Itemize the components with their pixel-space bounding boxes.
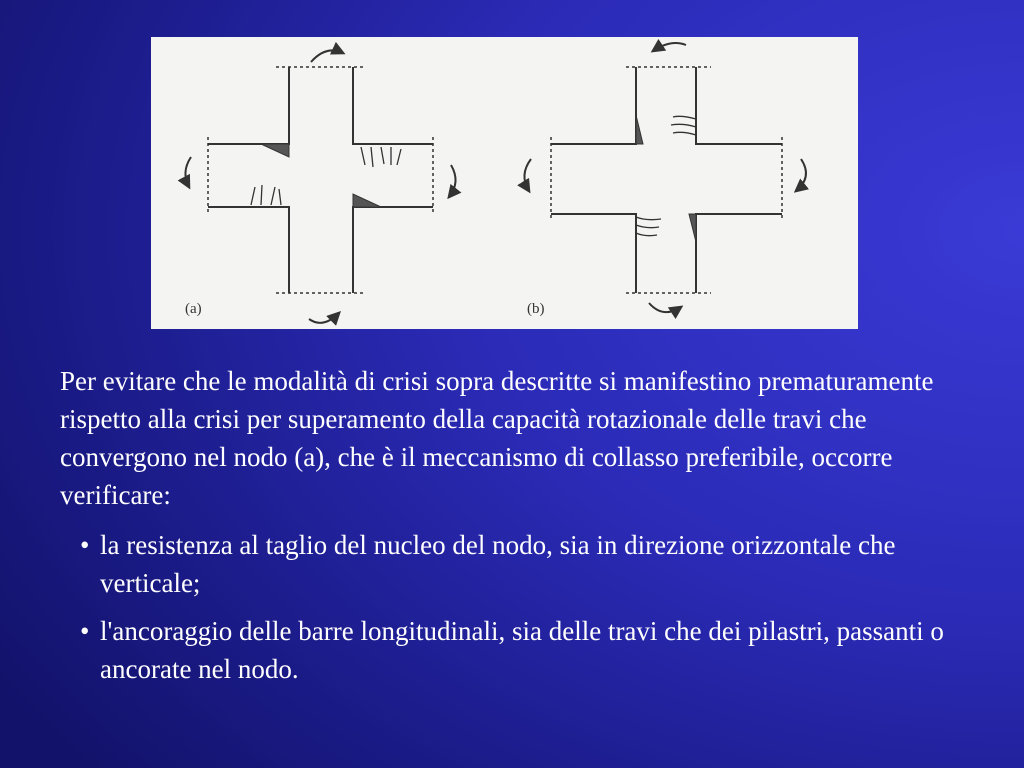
bullet-marker: • — [80, 616, 90, 646]
intro-paragraph: Per evitare che le modalità di crisi sopra descritte si manifestino prematuramente rispetto alla crisi per superamento della capacità rotazionale delle travi che convergono nel nodo (a), che è il meccanismo di collasso preferibile, occorre verificare: — [60, 366, 934, 510]
bullet-marker: • — [80, 530, 90, 560]
label-a: (a) — [185, 301, 202, 317]
list-item — [60, 526, 960, 602]
list-item-text: la resistenza al taglio del nucleo del nodo, sia in direzione orizzontale che verticale; — [100, 530, 896, 598]
beam-column-joint-figure — [151, 37, 858, 329]
list-item-text: l'ancoraggio delle barre longitudinali, sia delle travi che dei pilastri, passanti o ancorate nel nodo. — [100, 616, 944, 684]
list-item — [60, 612, 960, 688]
requirements-list — [60, 526, 960, 688]
slide-body — [60, 362, 960, 698]
label-b: (b) — [527, 301, 545, 317]
joint-diagram-a — [185, 50, 455, 322]
joint-diagram-b — [524, 43, 806, 312]
